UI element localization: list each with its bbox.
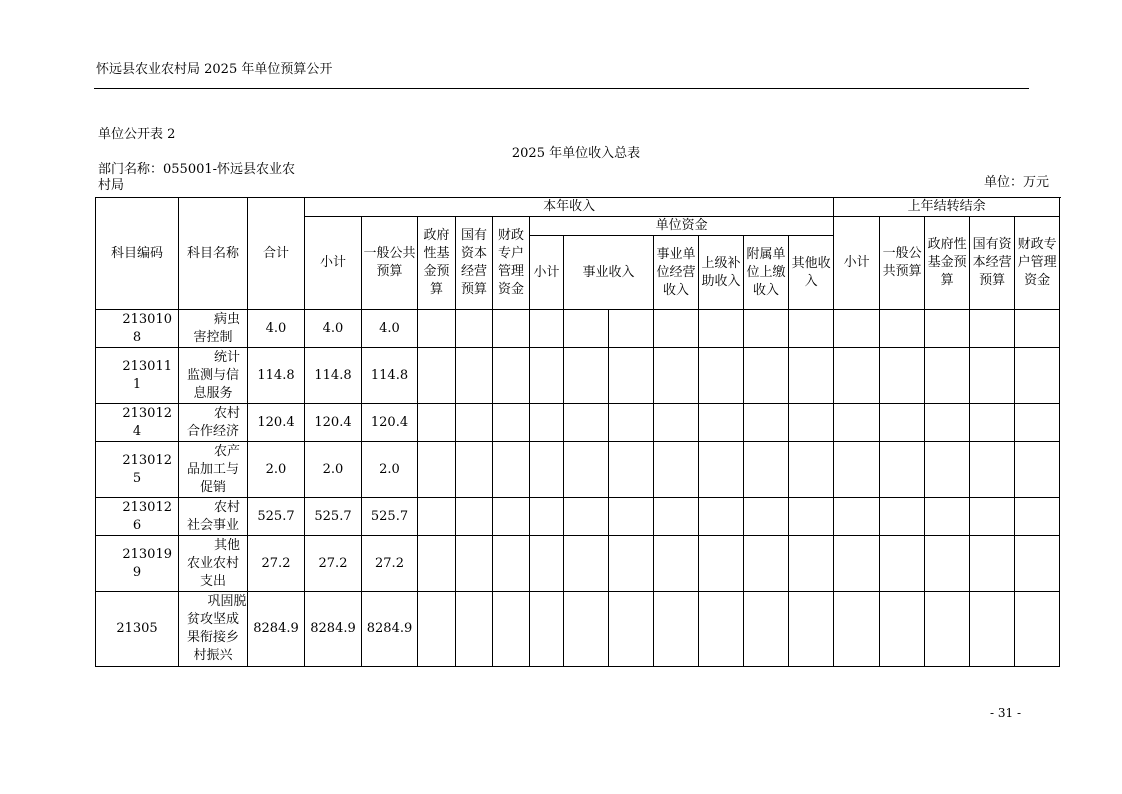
document-header: 怀远县农业农村局 2025 年单位预算公开 (96, 62, 333, 77)
row-name-part: 息服务 (193, 385, 233, 401)
empty-cell (456, 498, 493, 536)
empty-cell (564, 348, 609, 404)
empty-cell (493, 310, 530, 348)
empty-cell (699, 498, 744, 536)
empty-cell (530, 348, 564, 404)
row-name-part: 社会事业 (186, 517, 239, 533)
row-name (179, 310, 248, 348)
empty-cell (609, 536, 654, 592)
empty-cell (1015, 442, 1060, 498)
row-name-part: 果衔接乡 (186, 630, 239, 645)
empty-cell (493, 498, 530, 536)
empty-cell (493, 536, 530, 592)
col-co-fiscal-special: 财政专户管理资金 (1015, 217, 1060, 310)
empty-cell (564, 536, 609, 592)
empty-cell (925, 310, 970, 348)
row-subtotal: 8284.9 (305, 592, 362, 667)
empty-cell (880, 592, 925, 667)
empty-cell (1015, 310, 1060, 348)
unit-label: 单位：万元 (984, 175, 1050, 190)
row-code (96, 310, 179, 348)
row-name-part: 品加工与 (186, 461, 239, 477)
table-row (96, 404, 1060, 442)
empty-cell (609, 310, 654, 348)
empty-cell (925, 536, 970, 592)
row-code (96, 348, 179, 404)
empty-cell (880, 310, 925, 348)
row-name-part: 促销 (199, 479, 226, 495)
row-name-part: 支出 (199, 573, 226, 589)
empty-cell (530, 404, 564, 442)
empty-cell (654, 498, 699, 536)
empty-cell (609, 498, 654, 536)
empty-cell (970, 310, 1015, 348)
row-general-budget: 525.7 (362, 498, 418, 536)
empty-cell (493, 442, 530, 498)
row-code-part: 213011 (122, 358, 172, 374)
empty-cell (564, 592, 609, 667)
empty-cell (456, 536, 493, 592)
empty-cell (609, 404, 654, 442)
empty-cell (530, 536, 564, 592)
row-subtotal: 114.8 (305, 348, 362, 404)
empty-cell (925, 404, 970, 442)
row-name-part: 合作经济 (186, 423, 239, 439)
row-total: 114.8 (248, 348, 305, 404)
row-subtotal: 120.4 (305, 404, 362, 442)
empty-cell (970, 442, 1015, 498)
col-group-current-year: 本年收入 (305, 198, 834, 217)
table-row (96, 310, 1060, 348)
row-name-part: 其他 (213, 537, 240, 553)
row-name (179, 348, 248, 404)
row-name-part: 巩固脱 (207, 594, 247, 609)
row-code (96, 536, 179, 592)
col-gov-fund: 政府性基金预算 (418, 217, 456, 310)
row-code-part: 9 (132, 564, 142, 580)
col-other-income: 其他收入 (789, 236, 834, 310)
empty-cell (418, 498, 456, 536)
row-subtotal: 2.0 (305, 442, 362, 498)
row-code-part: 213019 (122, 546, 172, 562)
empty-cell (744, 348, 789, 404)
empty-cell (744, 536, 789, 592)
department-name: 部门名称：055001-怀远县农业农村局 (98, 162, 296, 193)
row-general-budget: 114.8 (362, 348, 418, 404)
empty-cell (456, 310, 493, 348)
row-general-budget: 4.0 (362, 310, 418, 348)
empty-cell (789, 310, 834, 348)
empty-cell (418, 536, 456, 592)
empty-cell (789, 498, 834, 536)
table-row (96, 536, 1060, 592)
row-name-part: 贫攻坚成 (186, 612, 239, 627)
page-number: - 31 - (990, 706, 1022, 720)
empty-cell (880, 348, 925, 404)
income-summary-table (95, 197, 1060, 667)
empty-cell (744, 404, 789, 442)
row-name-part: 农业农村 (186, 555, 239, 571)
empty-cell (834, 498, 880, 536)
empty-cell (880, 404, 925, 442)
header-divider (94, 88, 1029, 89)
empty-cell (609, 592, 654, 667)
empty-cell (564, 498, 609, 536)
empty-cell (654, 348, 699, 404)
empty-cell (654, 442, 699, 498)
col-co-state-capital: 国有资本经营预算 (970, 217, 1015, 310)
table-title: 2025 年单位收入总表 (511, 146, 641, 161)
row-code-part: 8 (132, 329, 142, 345)
empty-cell (699, 310, 744, 348)
row-code (96, 442, 179, 498)
row-code-part: 1 (132, 376, 142, 392)
empty-cell (970, 404, 1015, 442)
empty-cell (654, 310, 699, 348)
col-group-unit-funds: 单位资金 (530, 217, 834, 236)
empty-cell (925, 348, 970, 404)
row-total: 27.2 (248, 536, 305, 592)
row-name (179, 536, 248, 592)
row-name (179, 498, 248, 536)
empty-cell (699, 404, 744, 442)
table-row (96, 592, 1060, 667)
col-general-budget: 一般公共预算 (362, 217, 418, 310)
row-name-part: 农村 (213, 499, 240, 515)
row-code-part: 213012 (122, 452, 172, 468)
row-general-budget: 27.2 (362, 536, 418, 592)
row-code (96, 404, 179, 442)
empty-cell (456, 404, 493, 442)
row-code-part: 6 (132, 517, 142, 533)
col-code: 科目编码 (96, 198, 179, 310)
empty-cell (1015, 536, 1060, 592)
empty-cell (456, 592, 493, 667)
empty-cell (456, 442, 493, 498)
empty-cell (834, 404, 880, 442)
empty-cell (970, 536, 1015, 592)
row-general-budget: 8284.9 (362, 592, 418, 667)
empty-cell (880, 442, 925, 498)
col-co-general: 一般公共预算 (880, 217, 925, 310)
empty-cell (834, 592, 880, 667)
empty-cell (880, 536, 925, 592)
empty-cell (1015, 498, 1060, 536)
row-name (179, 592, 248, 667)
empty-cell (418, 592, 456, 667)
col-subtotal: 小计 (305, 217, 362, 310)
col-uf-subtotal: 小计 (530, 236, 564, 310)
col-unit-operating: 事业单位经营收入 (654, 236, 699, 310)
row-name-part: 监测与信 (186, 367, 239, 383)
empty-cell (1015, 348, 1060, 404)
row-name-part: 村振兴 (193, 648, 233, 663)
row-code-part: 213010 (122, 311, 172, 327)
row-code (96, 498, 179, 536)
empty-cell (925, 592, 970, 667)
col-state-capital: 国有资本经营预算 (456, 217, 493, 310)
empty-cell (970, 498, 1015, 536)
row-total: 120.4 (248, 404, 305, 442)
empty-cell (834, 536, 880, 592)
row-code-part: 4 (132, 423, 142, 439)
empty-cell (925, 442, 970, 498)
empty-cell (699, 536, 744, 592)
row-subtotal: 4.0 (305, 310, 362, 348)
row-name-part: 统计 (213, 349, 240, 365)
empty-cell (744, 498, 789, 536)
empty-cell (789, 348, 834, 404)
col-group-carryover: 上年结转结余 (834, 198, 1060, 217)
row-total: 525.7 (248, 498, 305, 536)
row-name-part: 农村 (213, 405, 240, 421)
empty-cell (418, 404, 456, 442)
empty-cell (880, 498, 925, 536)
empty-cell (564, 404, 609, 442)
empty-cell (493, 592, 530, 667)
empty-cell (789, 592, 834, 667)
row-general-budget: 120.4 (362, 404, 418, 442)
empty-cell (564, 442, 609, 498)
col-superior-subsidy: 上级补助收入 (699, 236, 744, 310)
empty-cell (609, 442, 654, 498)
empty-cell (699, 442, 744, 498)
row-total: 8284.9 (248, 592, 305, 667)
row-subtotal: 27.2 (305, 536, 362, 592)
empty-cell (789, 536, 834, 592)
row-code-part: 213012 (122, 499, 172, 515)
table-row (96, 442, 1060, 498)
empty-cell (418, 442, 456, 498)
form-label: 单位公开表 2 (98, 127, 176, 142)
col-co-subtotal: 小计 (834, 217, 880, 310)
empty-cell (699, 348, 744, 404)
row-general-budget: 2.0 (362, 442, 418, 498)
empty-cell (744, 310, 789, 348)
empty-cell (1015, 404, 1060, 442)
empty-cell (609, 348, 654, 404)
col-business-income: 事业收入 (564, 236, 654, 310)
empty-cell (744, 592, 789, 667)
empty-cell (493, 348, 530, 404)
empty-cell (418, 310, 456, 348)
col-co-gov-fund: 政府性基金预算 (925, 217, 970, 310)
row-code-part: 5 (132, 470, 142, 486)
col-affiliated-remit: 附属单位上缴收入 (744, 236, 789, 310)
empty-cell (1015, 592, 1060, 667)
table-row (96, 498, 1060, 536)
row-total: 4.0 (248, 310, 305, 348)
empty-cell (789, 442, 834, 498)
row-name (179, 442, 248, 498)
empty-cell (834, 310, 880, 348)
empty-cell (744, 442, 789, 498)
empty-cell (699, 592, 744, 667)
empty-cell (418, 348, 456, 404)
empty-cell (456, 348, 493, 404)
empty-cell (925, 498, 970, 536)
row-subtotal: 525.7 (305, 498, 362, 536)
empty-cell (834, 442, 880, 498)
col-total: 合计 (248, 198, 305, 310)
empty-cell (654, 404, 699, 442)
row-name-part: 农产 (213, 443, 240, 459)
empty-cell (789, 404, 834, 442)
col-fiscal-special: 财政专户管理资金 (493, 217, 530, 310)
row-code: 21305 (96, 592, 179, 667)
col-name: 科目名称 (179, 198, 248, 310)
empty-cell (970, 592, 1015, 667)
empty-cell (654, 592, 699, 667)
row-name (179, 404, 248, 442)
row-code-part: 213012 (122, 405, 172, 421)
row-total: 2.0 (248, 442, 305, 498)
row-name-part: 病虫 (213, 311, 240, 327)
empty-cell (530, 498, 564, 536)
empty-cell (493, 404, 530, 442)
empty-cell (564, 310, 609, 348)
row-name-part: 害控制 (193, 329, 233, 345)
empty-cell (530, 442, 564, 498)
empty-cell (970, 348, 1015, 404)
empty-cell (530, 310, 564, 348)
table-row (96, 348, 1060, 404)
empty-cell (834, 348, 880, 404)
empty-cell (530, 592, 564, 667)
empty-cell (654, 536, 699, 592)
